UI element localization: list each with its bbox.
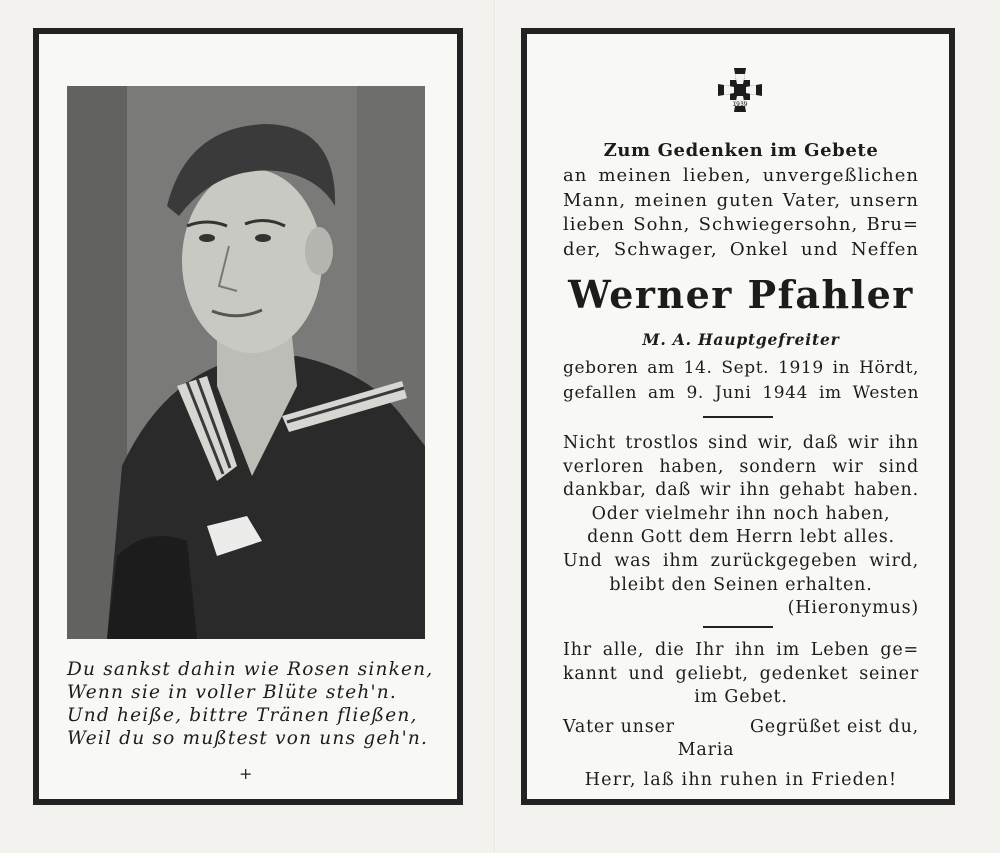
quote-text — [563, 432, 919, 621]
divider-rule — [703, 416, 773, 418]
prayer-block — [563, 716, 919, 762]
heading: Zum Gedenken im Gebete — [603, 140, 879, 161]
intro-text — [563, 164, 919, 262]
small-cross-mark: + — [239, 764, 253, 783]
divider-rule — [703, 626, 773, 628]
prayer-our-father: Vater unser — [563, 717, 675, 737]
poem-line: Du sankst dahin wie Rosen sinken, — [67, 659, 434, 680]
memorial-poem — [67, 658, 437, 750]
card-fold — [494, 0, 496, 853]
quote-line: verloren haben, sondern wir sind — [563, 456, 919, 477]
right-panel — [521, 28, 955, 805]
intro-line: lieben Sohn, Schwiegersohn, Bru= — [563, 214, 919, 235]
emblem-year: 1939 — [732, 101, 748, 108]
prayer-hail-mary: Gegrüßet eist du, — [750, 717, 919, 737]
closing-line: Ihr alle, die Ihr ihn im Leben ge= — [563, 640, 919, 660]
life-dates — [563, 356, 919, 406]
death-line: gefallen am 9. Juni 1944 im Westen — [563, 383, 919, 403]
portrait-photo — [67, 86, 425, 639]
quote-line: Oder vielmehr ihn noch haben, — [591, 503, 891, 524]
military-rank: M. A. Hauptgefreiter — [642, 330, 840, 349]
quote-source: (Hieronymus) — [787, 598, 919, 619]
final-blessing: Herr, laß ihn ruhen in Frieden! — [584, 770, 898, 790]
quote-line: bleibt den Seinen erhalten. — [609, 574, 873, 595]
closing-line: kannt und geliebt, gedenket seiner — [563, 663, 919, 684]
intro-line: an meinen lieben, unvergeßlichen — [563, 165, 919, 186]
left-panel — [33, 28, 463, 805]
poem-line: Und heiße, bittre Tränen fließen, — [67, 705, 418, 726]
quote-line: denn Gott dem Herrn lebt alles. — [587, 527, 895, 548]
birth-line: geboren am 14. Sept. 1919 in Hördt, — [563, 358, 919, 378]
closing-line: im Gebet. — [694, 687, 788, 708]
iron-cross-icon — [716, 66, 764, 114]
closing-text — [563, 639, 919, 710]
intro-line: der, Schwager, Onkel und Neffen — [563, 238, 919, 260]
quote-line: Und was ihm zurückgegeben wird, — [563, 550, 919, 571]
quote-line: Nicht trostlos sind wir, daß wir ihn — [563, 433, 919, 453]
intro-line: Mann, meinen guten Vater, unsern — [563, 189, 919, 211]
poem-line: Weil du so mußtest von uns geh'n. — [67, 728, 429, 749]
prayer-maria: Maria — [677, 740, 735, 760]
deceased-name: Werner Pfahler — [568, 272, 914, 317]
poem-line: Wenn sie in voller Blüte steh'n. — [67, 682, 397, 703]
portrait-illustration — [67, 86, 425, 639]
quote-line: dankbar, daß wir ihn gehabt haben. — [563, 480, 919, 501]
